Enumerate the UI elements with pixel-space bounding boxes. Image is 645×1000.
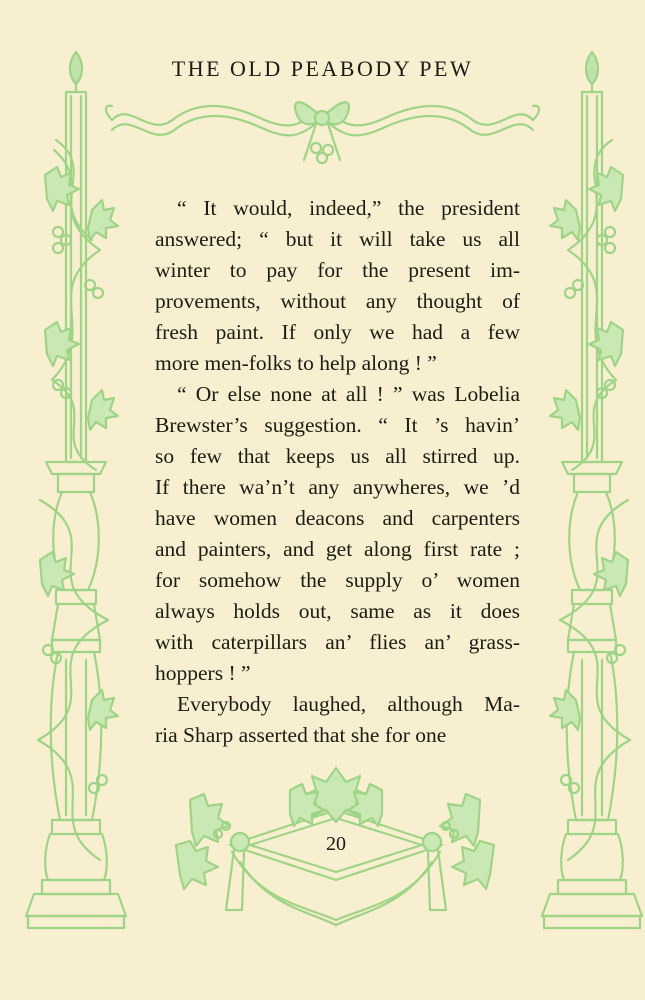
paragraph [155,193,520,379]
left-candle-ornament [26,52,126,928]
running-head: THE OLD PEABODY PEW [171,56,474,81]
top-ribbon-swag [106,102,539,163]
text-line: winter to pay for the present im- [155,258,520,282]
right-candle-ornament [542,52,642,928]
text-line: have women deacons and carpenters [155,506,520,530]
text-line: answered; “ but it will take us all [155,227,520,251]
body-text [155,193,520,751]
text-line: hoppers ! ” [155,661,251,685]
page-number: 20 [326,833,346,855]
text-line: with caterpillars an’ flies an’ grass- [155,630,520,654]
text-line: If there wa’n’t any anywheres, we ’d [155,475,520,499]
text-line: and painters, and get along first rate ; [155,537,520,561]
text-line: more men-folks to help along ! ” [155,351,437,375]
text-line: fresh paint. If only we had a few [155,320,520,344]
text-line: “ It would, indeed,” the president [177,196,520,220]
paragraph [155,689,520,751]
paragraph [155,379,520,689]
text-line: Brewster’s suggestion. “ It ’s havin’ [155,413,520,437]
text-line: always holds out, same as it does [155,599,520,623]
text-line: “ Or else none at all ! ” was Lobelia [177,382,520,406]
text-line: Everybody laughed, although Ma- [177,692,520,716]
text-line: so few that keeps us all stirred up. [155,444,520,468]
text-line: ria Sharp asserted that she for one [155,723,447,747]
text-line: provements, without any thought of [155,289,520,313]
text-line: for somehow the supply o’ women [155,568,520,592]
